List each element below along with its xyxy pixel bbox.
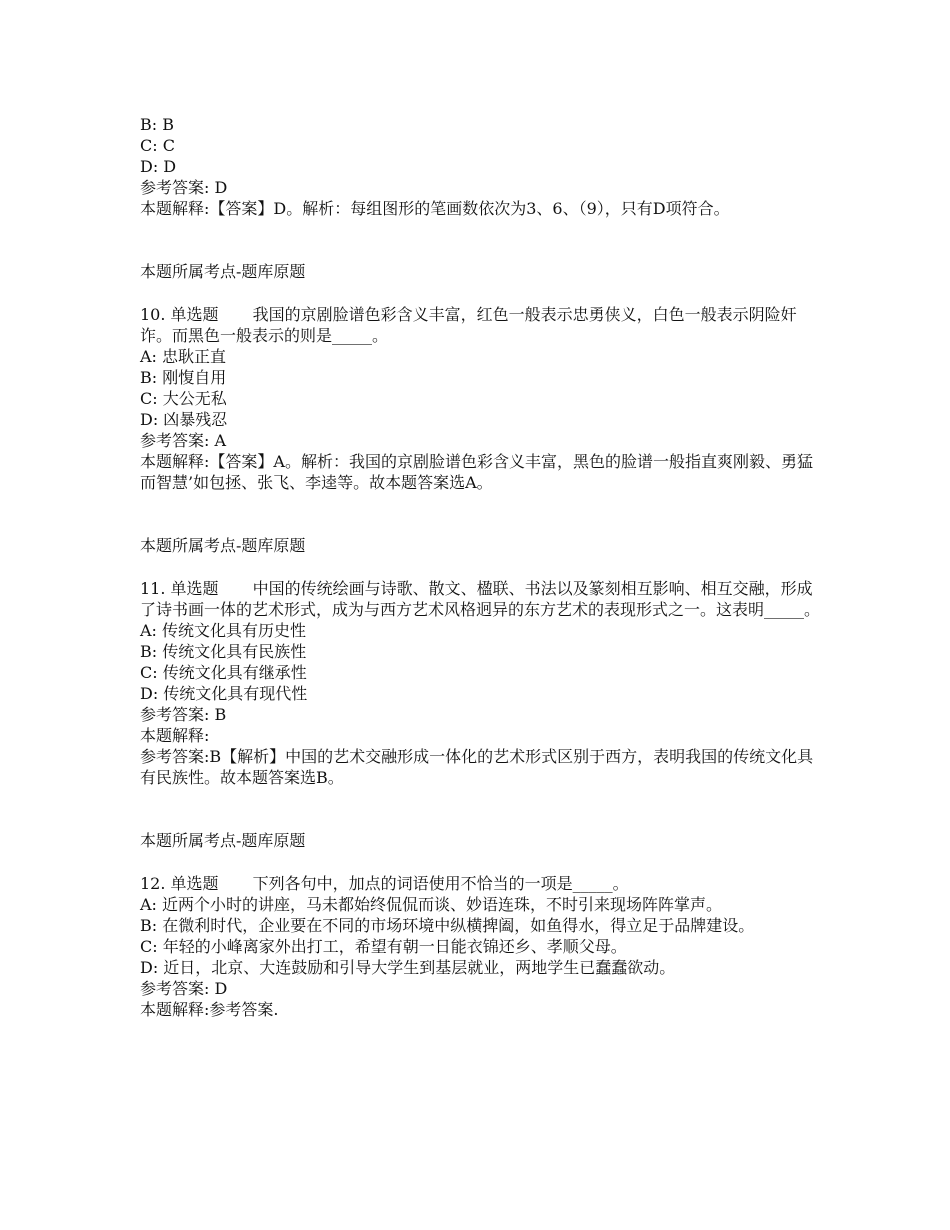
- document-page: [140, 114, 820, 1020]
- option-b: B: 在微利时代，企业要在不同的市场环境中纵横捭阖，如鱼得水，得立足于品牌建设。: [140, 916, 755, 935]
- option-a: A: 传统文化具有历史性: [140, 621, 307, 640]
- explanation: 本题解释:参考答案.: [140, 1000, 279, 1019]
- question-stem: [140, 304, 820, 346]
- question-10: [140, 304, 820, 556]
- option-c: C: C: [140, 136, 175, 155]
- option-b: B: 传统文化具有民族性: [140, 642, 307, 661]
- explanation: 本题解释:【答案】A。解析：我国的京剧脸谱色彩含义丰富，黑色的脸谱一般指直爽刚毅、勇猛而智慧’如包拯、张飞、李逵等。故本题答案选A。: [140, 452, 813, 492]
- topic-label: 本题所属考点-题库原题: [140, 262, 306, 281]
- option-d: D: 传统文化具有现代性: [140, 684, 308, 703]
- question-type: 单选题: [170, 579, 219, 598]
- option-b: B: 刚愎自用: [140, 368, 227, 387]
- question-number: 10.: [140, 305, 166, 324]
- option-d: D: 近日，北京、大连鼓励和引导大学生到基层就业，两地学生已蠢蠢欲动。: [140, 958, 676, 977]
- option-a: A: 忠耿正直: [140, 347, 227, 366]
- question-number: 12.: [140, 874, 166, 893]
- option-d: D: D: [140, 157, 177, 176]
- question-type: 单选题: [170, 874, 219, 893]
- question-text: 我国的京剧脸谱色彩含义丰富，红色一般表示忠勇侠义，白色一般表示阴险奸诈。而黑色一般表示的则是_____。: [140, 305, 797, 345]
- question-number: 11.: [140, 579, 166, 598]
- question-text: 中国的传统绘画与诗歌、散文、楹联、书法以及篆刻相互影响、相互交融，形成了诗书画一体的艺术形式，成为与西方艺术风格迥异的东方艺术的表现形式之一。这表明_____。: [140, 579, 821, 619]
- question-stem: [140, 873, 820, 894]
- explanation: 参考答案:B【解析】中国的艺术交融形成一体化的艺术形式区别于西方，表明我国的传统文化具有民族性。故本题答案选B。: [140, 747, 814, 787]
- topic-label: 本题所属考点-题库原题: [140, 536, 306, 555]
- reference-answer: 参考答案: D: [140, 178, 228, 197]
- prev-question: [140, 114, 820, 282]
- topic-label: 本题所属考点-题库原题: [140, 831, 306, 850]
- option-a: A: 近两个小时的讲座，马未都始终侃侃而谈、妙语连珠，不时引来现场阵阵掌声。: [140, 895, 723, 914]
- option-c: C: 传统文化具有继承性: [140, 663, 307, 682]
- explanation-label: 本题解释:: [140, 726, 210, 745]
- option-c: C: 年轻的小峰离家外出打工，希望有朝一日能衣锦还乡、孝顺父母。: [140, 937, 627, 956]
- question-text: 下列各句中，加点的词语使用不恰当的一项是_____。: [252, 874, 629, 893]
- option-d: D: 凶暴残忍: [140, 410, 228, 429]
- reference-answer: 参考答案: D: [140, 979, 228, 998]
- explanation: 本题解释:【答案】D。解析：每组图形的笔画数依次为3、6、（9），只有D项符合。: [140, 199, 730, 218]
- reference-answer: 参考答案: B: [140, 705, 227, 724]
- option-b: B: B: [140, 115, 174, 134]
- question-stem: [140, 578, 820, 620]
- option-c: C: 大公无私: [140, 389, 227, 408]
- reference-answer: 参考答案: A: [140, 431, 227, 450]
- question-type: 单选题: [170, 305, 219, 324]
- question-11: [140, 578, 820, 851]
- question-12: [140, 873, 820, 1020]
